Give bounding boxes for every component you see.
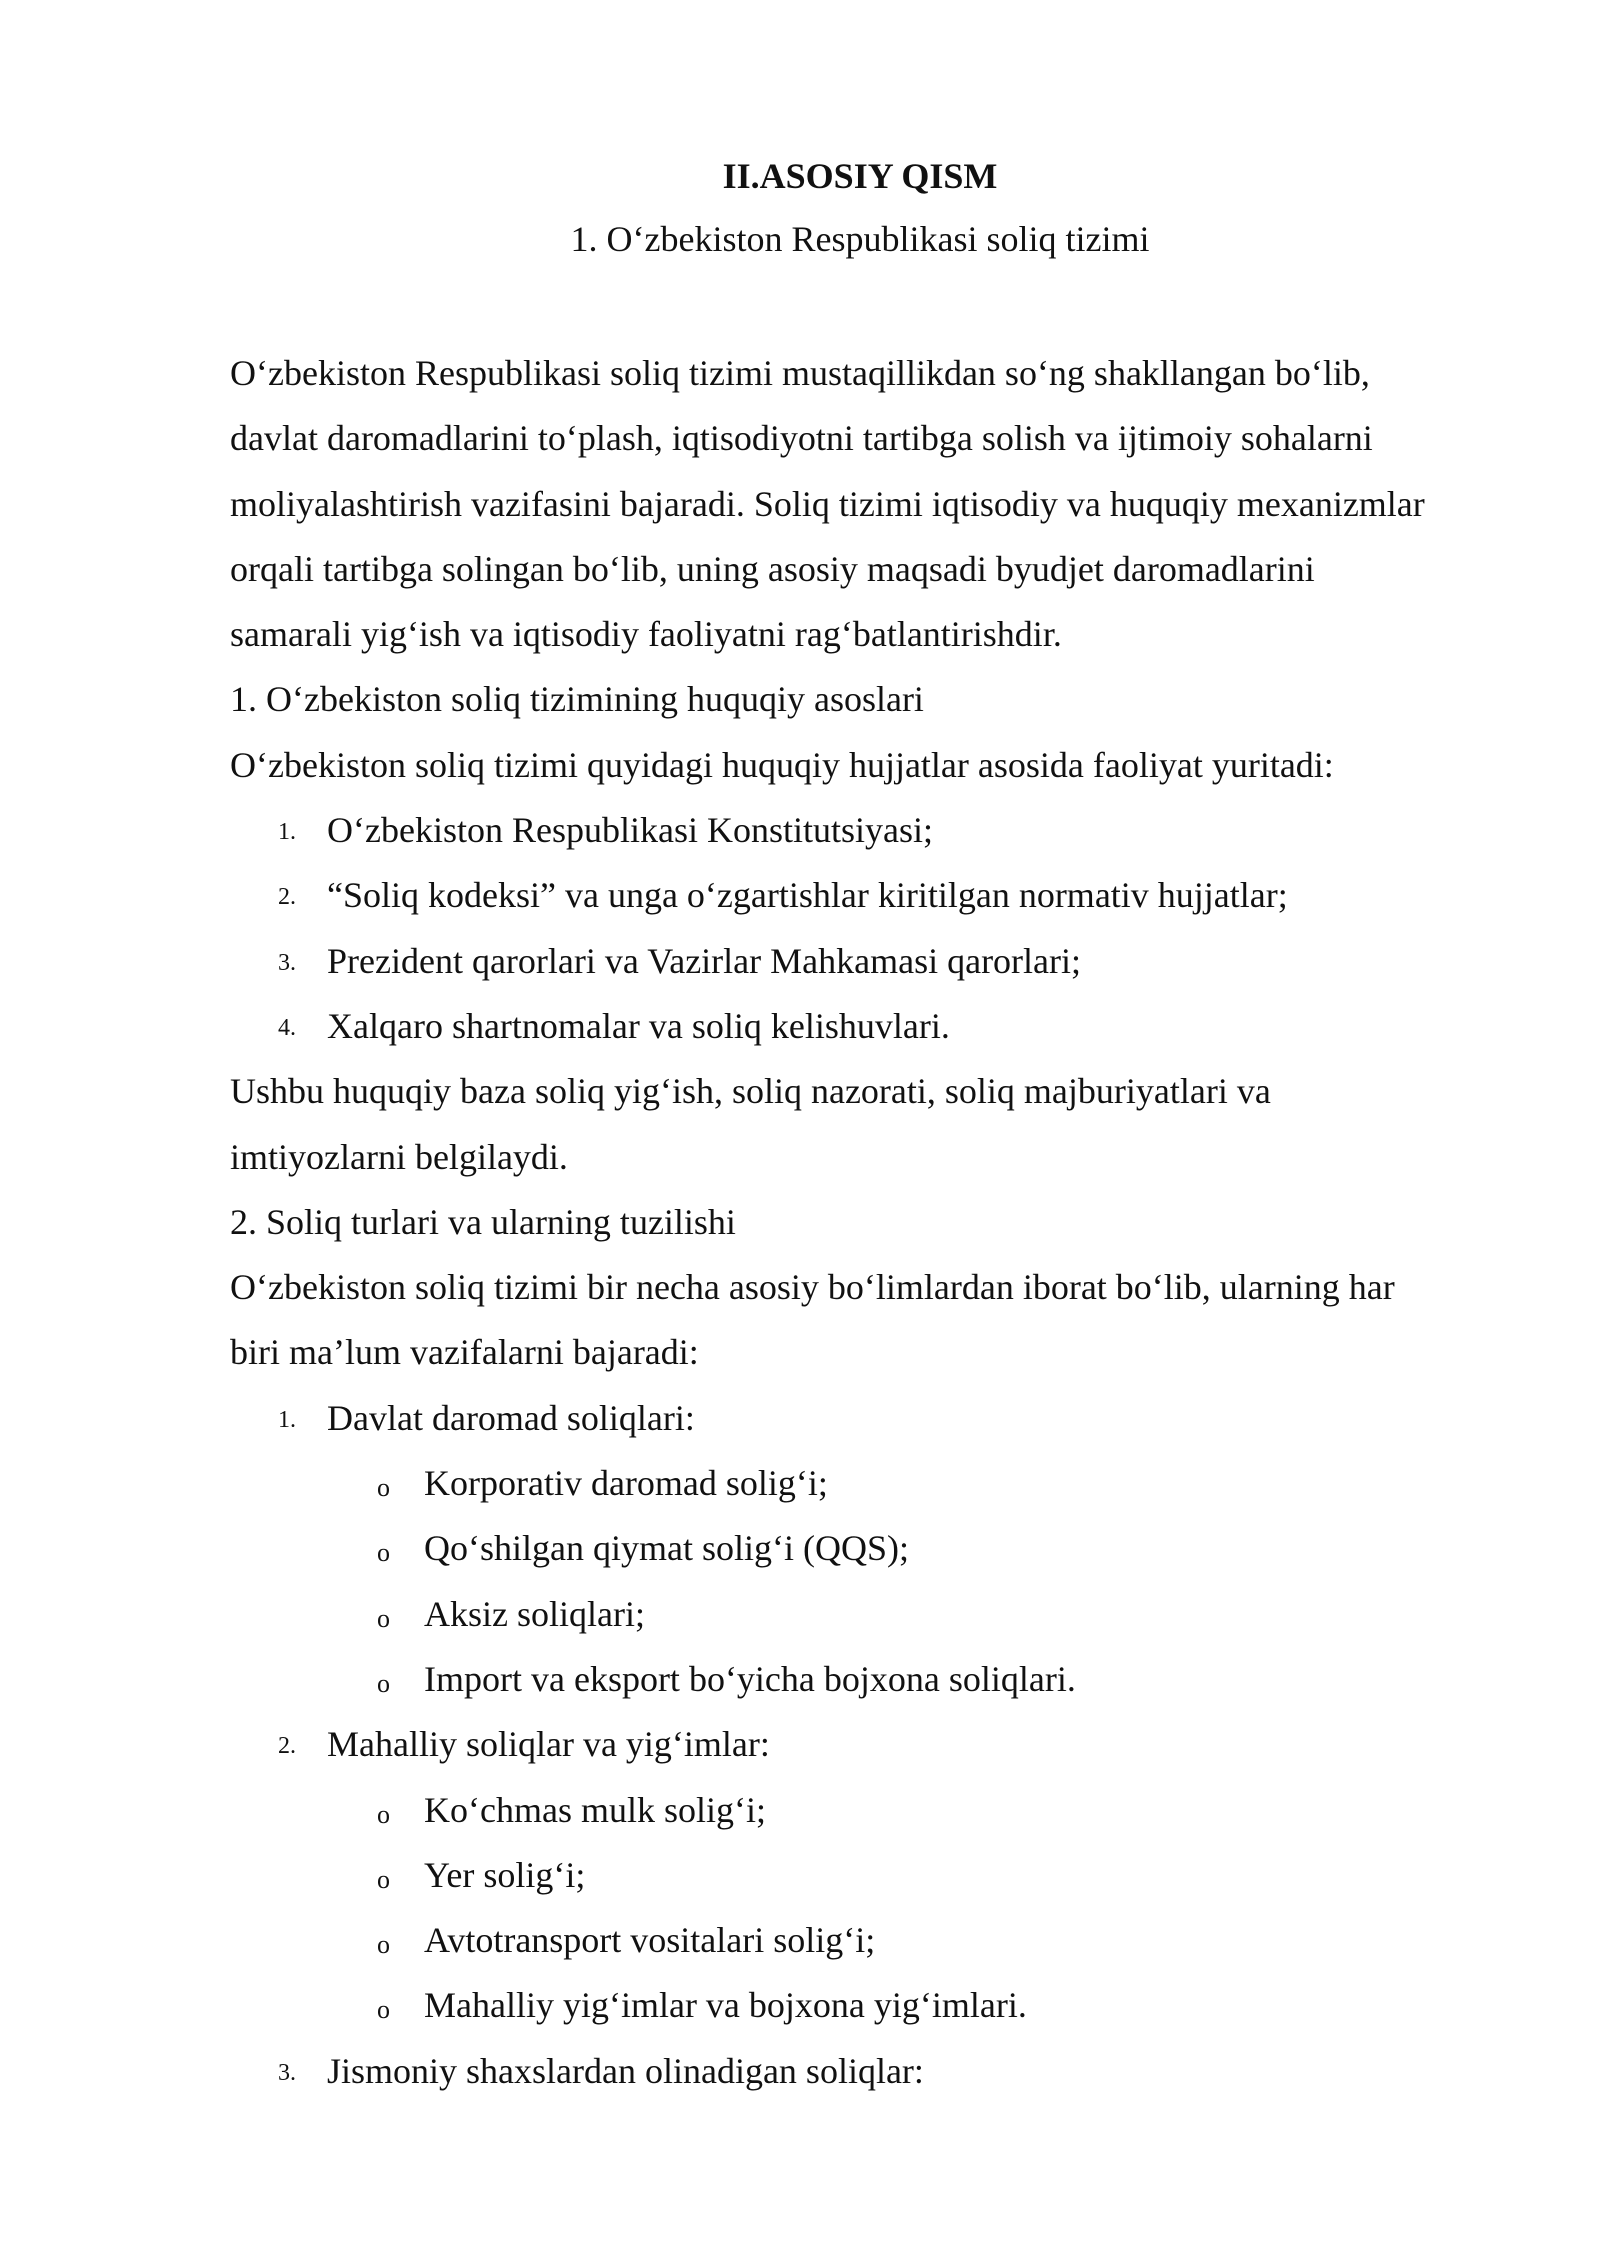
sub-list-item xyxy=(230,1973,1520,2038)
page-title: II.ASOSIY QISM xyxy=(722,156,998,196)
sub-list-item-text: Ko‘chmas mulk solig‘i; xyxy=(424,1789,766,1830)
sub-list-item-text: Qo‘shilgan qiymat solig‘i (QQS); xyxy=(424,1528,909,1569)
intro-line: O‘zbekiston Respublikasi soliq tizimi mustaqillikdan so‘ng shakllangan bo‘lib, xyxy=(230,353,1370,393)
section-lead: O‘zbekiston soliq tizimi bir necha asosiy bo‘limlardan iborat bo‘lib, ularning har xyxy=(230,1267,1395,1308)
sub-list-item-text: Mahalliy yig‘imlar va bojxona yig‘imlari. xyxy=(424,1985,1027,2026)
sub-list-item xyxy=(230,1908,1520,1973)
sub-list-item-text: Import va eksport bo‘yicha bojxona soliqlari. xyxy=(424,1658,1076,1699)
list-item xyxy=(230,929,1520,994)
bullet-marker: o xyxy=(377,1538,390,1568)
list-item-text: O‘zbekiston Respublikasi Konstitutsiyasi; xyxy=(327,810,933,851)
bullet-marker: o xyxy=(377,1799,390,1829)
bullet-marker: o xyxy=(377,1473,390,1503)
list-item xyxy=(230,1712,1520,1777)
list-item xyxy=(230,994,1520,1059)
section-lead: biri ma’lum vazifalarni bajaradi: xyxy=(230,1332,699,1373)
list-number: 4. xyxy=(278,1014,296,1041)
bullet-marker: o xyxy=(377,1995,390,2025)
sub-list-item xyxy=(230,1843,1520,1908)
list-item-text: Mahalliy soliqlar va yig‘imlar: xyxy=(327,1724,770,1765)
list-number: 3. xyxy=(278,949,296,976)
list-number: 2. xyxy=(278,1733,296,1760)
sub-list-item xyxy=(230,1451,1520,1516)
bullet-marker: o xyxy=(377,1930,390,1960)
closing-line: imtiyozlarni belgilaydi. xyxy=(230,1136,568,1177)
list-item-text: “Soliq kodeksi” va unga o‘zgartishlar kiritilgan normativ hujjatlar; xyxy=(327,875,1288,916)
list-item xyxy=(230,1386,1520,1451)
intro-line: orqali tartibga solingan bo‘lib, uning asosiy maqsadi byudjet daromadlarini xyxy=(230,548,1315,589)
list-number: 2. xyxy=(278,884,296,911)
sub-list-item-text: Yer solig‘i; xyxy=(424,1854,586,1895)
sub-list-item xyxy=(230,1647,1520,1712)
bullet-marker: o xyxy=(377,1668,390,1698)
list-number: 1. xyxy=(278,819,296,846)
sub-list-item xyxy=(230,1778,1520,1843)
list-item-text: Jismoniy shaxslardan olinadigan soliqlar: xyxy=(327,2050,924,2091)
sub-list-item-text: Avtotransport vositalari solig‘i; xyxy=(424,1920,876,1961)
list-item xyxy=(230,2039,1520,2104)
list-item-text: Davlat daromad soliqlari: xyxy=(327,1397,695,1438)
list-item xyxy=(230,798,1520,863)
closing-line: Ushbu huquqiy baza soliq yig‘ish, soliq nazorati, soliq majburiyatlari va xyxy=(230,1071,1271,1112)
page-subtitle: 1. O‘zbekiston Respublikasi soliq tizimi xyxy=(570,219,1150,259)
sub-list-item-text: Aksiz soliqlari; xyxy=(424,1593,645,1634)
intro-line: moliyalashtirish vazifasini bajaradi. Soliq tizimi iqtisodiy va huquqiy mexanizmlar xyxy=(230,483,1425,524)
sub-list-item xyxy=(230,1516,1520,1581)
document-body xyxy=(230,341,1520,2104)
section-heading: 1. O‘zbekiston soliq tizimining huquqiy asoslari xyxy=(230,679,924,720)
intro-line: davlat daromadlarini to‘plash, iqtisodiyotni tartibga solish va ijtimoiy sohalarni xyxy=(230,418,1373,459)
list-number: 3. xyxy=(278,2059,296,2086)
list-item-text: Xalqaro shartnomalar va soliq kelishuvlari. xyxy=(327,1005,950,1046)
list-number: 1. xyxy=(278,1406,296,1433)
list-item-text: Prezident qarorlari va Vazirlar Mahkamasi qarorlari; xyxy=(327,940,1082,981)
list-item xyxy=(230,863,1520,928)
section-lead: O‘zbekiston soliq tizimi quyidagi huquqiy hujjatlar asosida faoliyat yuritadi: xyxy=(230,744,1334,785)
bullet-marker: o xyxy=(377,1864,390,1894)
sub-list-item-text: Korporativ daromad solig‘i; xyxy=(424,1463,828,1504)
section-heading: 2. Soliq turlari va ularning tuzilishi xyxy=(230,1201,736,1242)
intro-line: samarali yig‘ish va iqtisodiy faoliyatni rag‘batlantirishdir. xyxy=(230,614,1062,655)
sub-list-item xyxy=(230,1582,1520,1647)
bullet-marker: o xyxy=(377,1603,390,1633)
